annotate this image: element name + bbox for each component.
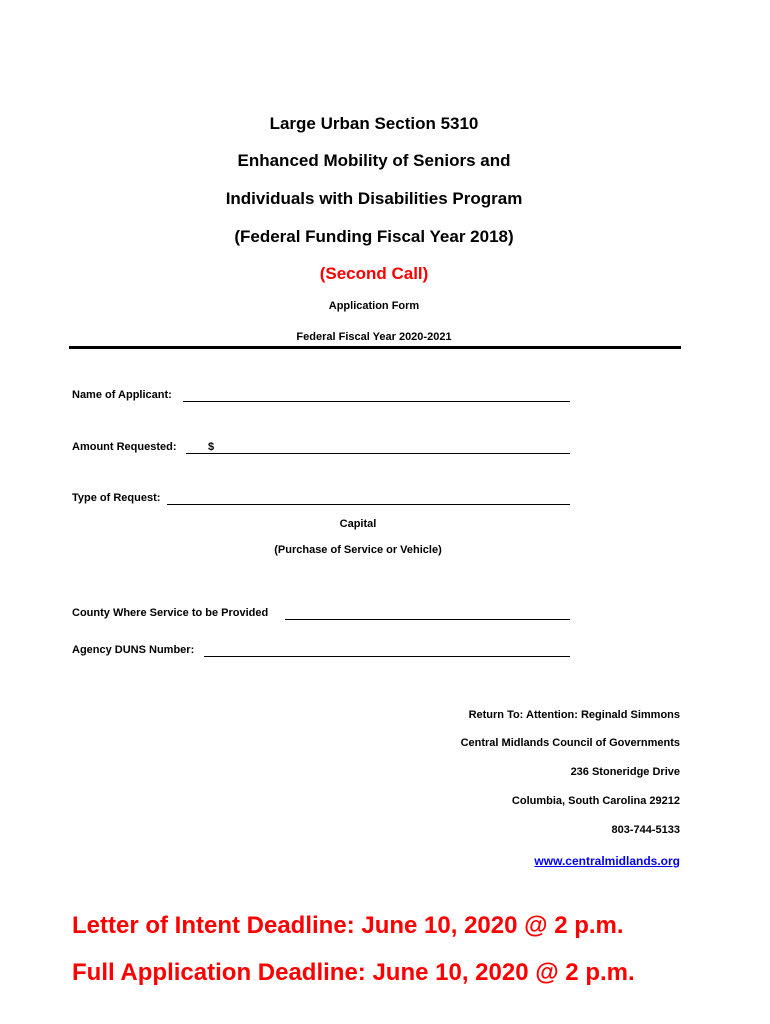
title-line-3: Individuals with Disabilities Program [225,189,523,208]
request-type-field[interactable] [167,504,570,505]
applicant-name-label: Name of Applicant: [72,389,172,401]
organization-name: Central Midlands Council of Governments [460,737,680,749]
applicant-name-field[interactable] [183,401,570,402]
letter-of-intent-deadline: Letter of Intent Deadline: June 10, 2020 @ 2 p.m. [72,912,624,939]
form-title: Application Form [328,300,420,312]
request-type-note: (Purchase of Service or Vehicle) [274,544,442,556]
website-link[interactable]: www.centralmidlands.org [534,854,680,868]
request-type-label: Type of Request: [72,492,161,504]
second-call-label: (Second Call) [319,264,429,283]
county-field[interactable] [285,619,570,620]
title-line-1: Large Urban Section 5310 [269,114,479,133]
fiscal-year-label: Federal Fiscal Year 2020-2021 [296,331,452,343]
header-divider [69,346,681,349]
amount-requested-label: Amount Requested: [72,441,177,453]
dollar-sign: $ [208,441,215,453]
full-application-deadline: Full Application Deadline: June 10, 2020 @ 2 p.m. [72,959,635,986]
return-to-line: Return To: Attention: Reginald Simmons [468,709,680,721]
city-state-zip: Columbia, South Carolina 29212 [511,795,680,807]
county-label: County Where Service to be Provided [72,607,269,619]
amount-requested-field[interactable] [186,453,570,454]
title-line-2: Enhanced Mobility of Seniors and [237,151,511,170]
street-address: 236 Stoneridge Drive [570,766,680,778]
title-line-4: (Federal Funding Fiscal Year 2018) [234,227,514,246]
phone-number: 803-744-5133 [611,824,680,836]
duns-label: Agency DUNS Number: [72,644,195,656]
request-type-value: Capital [339,518,377,530]
duns-field[interactable] [204,656,570,657]
